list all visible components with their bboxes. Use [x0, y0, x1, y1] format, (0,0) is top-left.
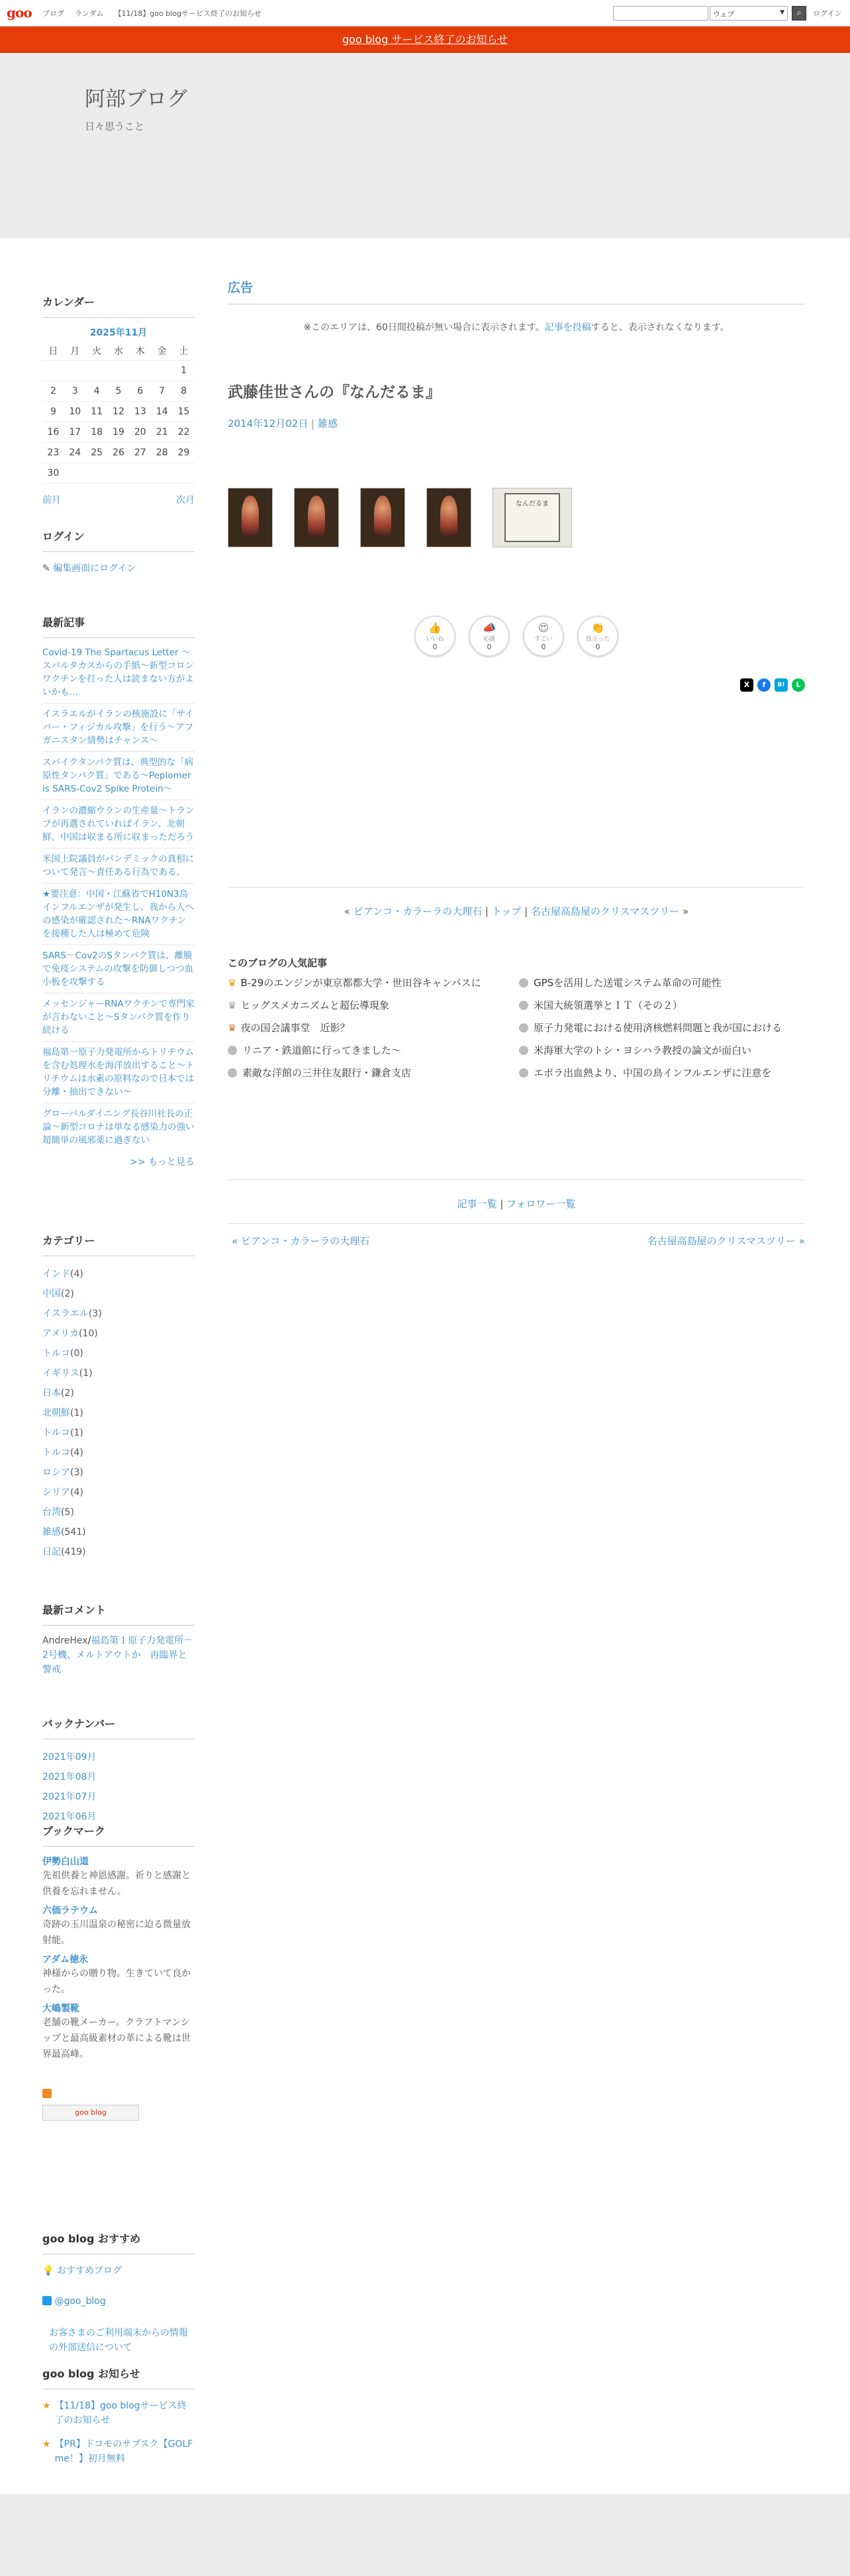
calendar-day: 23 [42, 442, 64, 463]
popular-item[interactable] [228, 1021, 506, 1035]
calendar-day [129, 360, 151, 381]
share-buttons [740, 678, 805, 692]
popular-item[interactable] [519, 1043, 797, 1057]
wow-icon: 😍 [538, 621, 549, 634]
backnumber-link[interactable]: 2021年07月 [42, 1792, 97, 1802]
category-item [42, 1264, 195, 1284]
calendar-day: 24 [64, 442, 86, 463]
topbar-nav [42, 8, 261, 19]
weekday: 日 [42, 342, 64, 360]
bookmark-link[interactable]: 六価ラテウム [42, 1906, 98, 1916]
weekday: 水 [108, 342, 130, 360]
calendar-day: 20 [129, 422, 151, 442]
bullet-icon [519, 1001, 528, 1010]
calendar-day: 3 [64, 381, 86, 401]
edit-login-link[interactable]: 編集画面にログイン [53, 563, 136, 574]
bookmark-desc: 老舗の靴メーカー。クラフトマンシップと最高級素材の革による靴は世界最高峰。 [42, 2017, 191, 2060]
weekday: 金 [151, 342, 173, 360]
page-footer [0, 2494, 850, 2576]
calendar-day: 17 [64, 422, 86, 442]
search-input[interactable] [613, 6, 708, 21]
helpful-icon: 👏 [591, 621, 604, 634]
share-line-icon[interactable]: L [792, 678, 805, 692]
category-count: (4) [70, 1269, 83, 1279]
category-count: (541) [61, 1527, 86, 1538]
reaction-label: 役立った [585, 636, 610, 643]
popular-item-title: エボラ出血熱より、中国の鳥インフルエンザに注意を [534, 1067, 772, 1079]
category-link[interactable]: 雑感 [42, 1527, 61, 1538]
topbar-login-link[interactable]: ログイン [813, 9, 842, 18]
category-item [42, 1443, 195, 1463]
recent-article-link[interactable]: 米国上院議員がパンデミックの真相について発言～責任ある行為である。 [42, 852, 195, 884]
goo-logo[interactable]: goo [7, 5, 32, 21]
comments-heading: 最新コメント [42, 1602, 195, 1626]
photo-thumbnail[interactable] [360, 488, 405, 547]
bulb-icon: 💡 [42, 2266, 54, 2276]
calendar-day: 30 [42, 463, 64, 483]
bookmark-desc: 奇跡の玉川温泉の秘密に迫る微量放射能。 [42, 1919, 191, 1946]
calendar-day [86, 463, 108, 483]
calendar-day: 21 [151, 422, 173, 442]
backnumber-link[interactable]: 2021年08月 [42, 1772, 97, 1782]
reaction-wow-button[interactable] [523, 616, 564, 657]
popular-item-title: B-29のエンジンが東京都都大学・世田谷キャンパスに [240, 977, 481, 989]
calendar-day: 28 [151, 442, 173, 463]
category-item [42, 1502, 195, 1522]
recent-article-link[interactable]: 福島第一原子力発電所からトリチウムを含む処理水を海洋放出すること～トリチウムは水素の原料なので日本では分離・抽出できない～ [42, 1046, 195, 1103]
popular-item[interactable] [519, 1066, 797, 1080]
blog-title[interactable]: 阿部ブログ [85, 87, 187, 111]
bullet-icon [519, 1046, 528, 1055]
bullet-icon [519, 1068, 528, 1078]
popular-item-title: ヒッグスメカニズムと超伝導現象 [240, 999, 389, 1011]
megaphone-icon: 📣 [483, 621, 496, 634]
top-link[interactable]: トップ [491, 905, 522, 917]
calendar-table [42, 342, 195, 484]
category-count: (4) [70, 1487, 83, 1498]
reaction-count: 0 [541, 643, 546, 651]
star-icon: ★ [42, 2439, 51, 2450]
recent-articles-widget [42, 614, 195, 1168]
bookmark-link[interactable]: 大嶋製靴 [42, 2003, 79, 2014]
backnumber-list[interactable] [42, 1747, 195, 1822]
category-count: (3) [88, 1309, 102, 1319]
calendar-day: 4 [86, 381, 108, 401]
recommend-widget [42, 2231, 195, 2355]
list-links: 記事一覧 | フォロワー一覧 [457, 1198, 576, 1210]
category-link[interactable]: トルコ [42, 1428, 70, 1438]
weekday: 木 [129, 342, 151, 360]
external-transmission-link[interactable]: お客さまのご利用端末からの情報の外部送信について [49, 2328, 188, 2353]
categories-heading: カテゴリー [42, 1232, 195, 1256]
calendar-day [151, 360, 173, 381]
calendar-widget [42, 294, 195, 506]
calendar-day: 12 [108, 401, 130, 422]
recent-article-link[interactable]: Covid-19 The Spartacus Letter ～スパルタカスからの手紙～新型コロンワクチンを打った人は読まない方がよいかも… [42, 646, 195, 704]
calendar-month[interactable]: 2025年11月 [89, 328, 148, 338]
calendar-day: 16 [42, 422, 64, 442]
login-widget [42, 528, 195, 575]
category-link[interactable]: シリア [42, 1487, 70, 1498]
reaction-label: いいね [426, 636, 444, 643]
bookmark-desc: 先祖供養と神恩感謝。祈りと感謝と供養を忘れません。 [42, 1870, 191, 1897]
bookmark-link[interactable]: アダム徳永 [42, 1955, 89, 1965]
backnumber-heading: バックナンバー [42, 1716, 195, 1739]
popular-item-title: 原子力発電における使用済核燃料問題と我が国における [534, 1022, 782, 1034]
category-link[interactable]: インド [42, 1269, 70, 1279]
category-link[interactable]: トルコ [42, 1348, 70, 1359]
category-link[interactable]: 日記 [42, 1547, 61, 1557]
reaction-cheer-button[interactable] [469, 616, 510, 657]
recent-article-link[interactable]: SARS－Cov2のSタンパク質は、離膜で免疫システムの攻撃を防御しつつ血小板を攻撃する [42, 949, 195, 993]
crown-gold-icon: ♛ [228, 977, 237, 989]
popular-item-title: 素敵な洋館の三井住友銀行・鎌倉支店 [242, 1067, 412, 1079]
calendar-day: 11 [86, 401, 108, 422]
popular-item-title: 夜の国会議事堂 近影？ [240, 1022, 350, 1034]
post-title[interactable]: 武藤佳世さんの『なんだるま』 [228, 384, 441, 401]
popular-item[interactable] [228, 998, 506, 1012]
category-count: (419) [61, 1547, 86, 1557]
popular-item-title: 米国大統領選挙とＩＴ（その２） [534, 999, 683, 1011]
popular-item[interactable] [228, 976, 506, 989]
popular-item[interactable] [228, 1066, 506, 1080]
comment-separator: / [87, 1635, 91, 1646]
goo-blog-badge[interactable]: goo blog [42, 2105, 139, 2121]
comments-widget [42, 1602, 195, 1677]
ad-notice-text: ※このエリアは、60日間投稿が無い場合に表示されます。 [303, 322, 545, 333]
category-item [42, 1463, 195, 1483]
next-post-link[interactable]: 名古屋高島屋のクリスマスツリー [530, 905, 680, 917]
category-link[interactable]: イスラエル [42, 1309, 89, 1319]
category-count: (5) [61, 1507, 74, 1518]
popular-item[interactable] [228, 1043, 506, 1057]
category-item [42, 1423, 195, 1443]
recent-article-link[interactable]: スパイクタンパク質は、典型的な「病原性タンパク質」である～Peplomer is SARS-Cov2 Spike Protein～ [42, 756, 195, 800]
calendar-day: 10 [64, 401, 86, 422]
category-count: (3) [70, 1467, 83, 1478]
comment-link[interactable]: 福島第１原子力発電所－2号機、メルトアウトか 再臨界と警戒 [42, 1635, 193, 1675]
post-category[interactable]: 雑感 [317, 418, 338, 430]
category-count: (1) [70, 1428, 83, 1438]
bottom-prev-link[interactable]: « ピアンコ・カラーラの大理石 [232, 1235, 370, 1247]
reaction-like-button[interactable] [414, 616, 455, 657]
category-item [42, 1304, 195, 1324]
search-scope-select[interactable]: ウェブ ▼ [710, 6, 788, 21]
goo-blog-twitter-link[interactable]: @goo_blog [54, 2296, 106, 2307]
rss-icon[interactable] [42, 2089, 195, 2101]
post-meta [228, 416, 805, 430]
category-link[interactable]: 台湾 [42, 1507, 61, 1518]
popular-item[interactable] [519, 998, 797, 1012]
calendar-prev-link[interactable]: 前月 [42, 494, 61, 506]
share-x-icon[interactable]: X [740, 678, 753, 692]
popular-item-title: GPSを活用した送電システム革命の可能性 [534, 977, 722, 989]
bookmark-link[interactable]: 伊勢白山道 [42, 1857, 89, 1867]
post-date[interactable]: 2014年12月02日 [228, 418, 308, 430]
weekday: 土 [173, 342, 195, 360]
calendar-day: 14 [151, 401, 173, 422]
category-item [42, 1324, 195, 1344]
recent-article-link[interactable]: イスラエルがイランの核施設に「サイバー・フィジカル攻撃」を行う～アフガニスタン情勢はチャンス～ [42, 708, 195, 752]
recent-article-link[interactable]: グローバルダイニング長谷川社長の正論～新型コロナは単なる感染力の強い超簡単の風邪薬に過ぎない [42, 1109, 195, 1146]
topbar-nav-notice[interactable]: 【11/18】goo blogサービス終了のお知らせ [114, 9, 261, 18]
comment-author: AndreHex [42, 1635, 88, 1646]
recommend-blog-link[interactable]: おすすめブログ [56, 2266, 122, 2276]
calendar-day: 22 [173, 422, 195, 442]
category-item [42, 1522, 195, 1542]
announce-widget [42, 2366, 195, 2466]
calendar-day: 2 [42, 381, 64, 401]
announce-heading: goo blog お知らせ [42, 2366, 195, 2389]
calendar-day: 5 [108, 381, 130, 401]
category-item [42, 1344, 195, 1363]
calendar-day [42, 360, 64, 381]
backnumber-link[interactable]: 2021年06月 [42, 1812, 97, 1822]
calendar-day: 18 [86, 422, 108, 442]
calendar-day: 19 [108, 422, 130, 442]
prev-post-link[interactable]: ピアンコ・カラーラの大理石 [353, 905, 483, 917]
calendar-day: 7 [151, 381, 173, 401]
twitter-icon [42, 2296, 52, 2305]
service-end-banner [0, 26, 850, 53]
topbar-nav-random[interactable]: ランダム [75, 9, 104, 18]
bookmark-desc: 神様からの贈り物。生きていて良かった。 [42, 1968, 191, 1995]
popular-item-title: リニア・鉄道館に行ってきました～ [242, 1044, 401, 1056]
calendar-day [64, 360, 86, 381]
popular-item[interactable] [519, 976, 797, 989]
category-count: (4) [70, 1448, 83, 1458]
reaction-count: 0 [595, 643, 600, 651]
share-hatena-icon[interactable]: B! [775, 678, 788, 692]
ad-notice-text-end: すると、表示されなくなります。 [590, 322, 730, 333]
calendar-day: 6 [129, 381, 151, 401]
article-list-link[interactable]: 記事一覧 [457, 1198, 497, 1210]
recent-article-link[interactable]: ★要注意：中国・江蘇省でH10N3鳥インフルエンザが発生し、我から人への感染が確認された～RNAワクチンを接種した人は極めて危険 [42, 888, 195, 945]
category-item [42, 1542, 195, 1562]
ad-heading: 広告 [228, 278, 805, 304]
calendar-day: 15 [173, 401, 195, 422]
calendar-day: 9 [42, 401, 64, 422]
category-count: (1) [79, 1368, 93, 1379]
calendar-day [108, 360, 130, 381]
topbar-nav-blog[interactable]: ブログ [42, 9, 64, 18]
category-item [42, 1363, 195, 1383]
calendar-day: 8 [173, 381, 195, 401]
star-icon: ★ [42, 2401, 51, 2411]
category-count: (1) [70, 1408, 83, 1418]
recent-article-link[interactable]: イランの濃縮ウランの生産量～トランプが再選されていればイラン、北朝鮮、中国は収まる所に収まっただろう [42, 804, 195, 849]
main-column [228, 278, 805, 1247]
photo-thumbnail[interactable] [228, 488, 273, 547]
popular-item-title: 米海軍大学のトシ・ヨシハラ教授の論文が面白い [534, 1044, 751, 1056]
bullet-icon [228, 1046, 237, 1055]
category-item [42, 1284, 195, 1304]
photo-thumbnail[interactable] [426, 488, 471, 547]
weekday: 火 [86, 342, 108, 360]
calendar-day [108, 463, 130, 483]
calendar-day: 29 [173, 442, 195, 463]
photo-thumbnails [228, 488, 593, 547]
photo-thumbnail[interactable] [294, 488, 339, 547]
categories-widget [42, 1232, 195, 1562]
category-item [42, 1403, 195, 1423]
reaction-label: すごい [534, 636, 553, 643]
category-count: (0) [70, 1348, 83, 1359]
announce-link[interactable]: 【11/18】goo blogサービス終了のお知らせ [54, 2401, 187, 2426]
reaction-label: 応援 [483, 636, 495, 643]
category-count: (2) [61, 1289, 74, 1299]
category-item [42, 1383, 195, 1403]
follower-list-link[interactable]: フォロワー一覧 [506, 1198, 576, 1210]
calendar-day: 27 [129, 442, 151, 463]
meta-separator: | [311, 418, 315, 430]
service-end-link[interactable]: goo blog サービス終了のお知らせ [342, 33, 508, 46]
crown-silver-icon: ♛ [228, 999, 237, 1011]
reaction-count: 0 [487, 643, 492, 651]
blog-description: 日々思うこと [85, 120, 145, 132]
content-wrapper [0, 238, 850, 2494]
bullet-icon [519, 1023, 528, 1033]
ad-notice [228, 320, 805, 334]
calendar-day [173, 463, 195, 483]
sign-text: なんだるま [504, 493, 561, 542]
recommend-heading: goo blog おすすめ [42, 2231, 195, 2254]
calendar-next-link[interactable]: 次月 [176, 494, 195, 506]
calendar-day: 13 [129, 401, 151, 422]
search-button[interactable] [792, 6, 806, 21]
share-facebook-icon[interactable]: f [757, 678, 771, 692]
calendar-day: 1 [173, 360, 195, 381]
category-link[interactable]: 中国 [42, 1289, 61, 1299]
bullet-icon [228, 1068, 237, 1078]
reaction-count: 0 [432, 643, 438, 651]
calendar-day [86, 360, 108, 381]
global-topbar [0, 0, 850, 26]
category-count: (10) [79, 1328, 98, 1339]
category-link[interactable]: アメリカ [42, 1328, 79, 1339]
photo-thumbnail[interactable] [493, 488, 572, 547]
calendar-day: 26 [108, 442, 130, 463]
category-link[interactable]: ロシア [42, 1467, 70, 1478]
recent-heading: 最新記事 [42, 614, 195, 638]
backnumber-link[interactable]: 2021年09月 [42, 1752, 97, 1763]
calendar-day [129, 463, 151, 483]
reaction-buttons [228, 616, 805, 657]
bullet-icon [519, 978, 528, 988]
calendar-day [151, 463, 173, 483]
calendar-day [64, 463, 86, 483]
calendar-day: 25 [86, 442, 108, 463]
calendar-heading: カレンダー [42, 294, 195, 318]
category-item [42, 1483, 195, 1502]
crown-bronze-icon: ♛ [228, 1022, 237, 1034]
announce-link[interactable]: 【PR】ドコモのサブスク【GOLF me！】初月無料 [54, 2439, 193, 2464]
category-link[interactable]: 日本 [42, 1388, 61, 1399]
category-count: (2) [61, 1388, 74, 1399]
thumb-icon: 👍 [428, 621, 442, 634]
login-heading: ログイン [42, 528, 195, 552]
weekday: 月 [64, 342, 86, 360]
pencil-icon: ✎ [42, 563, 54, 574]
blog-header [0, 53, 850, 238]
reaction-helpful-button[interactable] [577, 616, 618, 657]
category-link[interactable]: トルコ [42, 1448, 70, 1458]
search-icon: ⌕ [796, 8, 802, 18]
category-link[interactable]: 北朝鮮 [42, 1408, 70, 1418]
category-link[interactable]: イギリス [42, 1368, 79, 1379]
post-article-link[interactable]: 記事を投稿 [544, 322, 591, 333]
popular-heading: このブログの人気記事 [228, 957, 328, 969]
bookmarks-heading: ブックマーク [42, 1823, 195, 1847]
popular-item[interactable] [519, 1021, 797, 1035]
recent-more-link[interactable]: >> もっと見る [130, 1157, 195, 1168]
bottom-next-link[interactable]: 名古屋高島屋のクリスマスツリー » [647, 1235, 805, 1247]
post-navigation: « ピアンコ・カラーラの大理石 | トップ | 名古屋高島屋のクリスマスツリー » [344, 905, 689, 917]
bookmarks-widget [42, 1823, 195, 2121]
backnumber-widget [42, 1716, 195, 1822]
recent-article-link[interactable]: メッセンジャーRNAワクチンで専門家が言わないこと～Sタンパク質を作り続ける [42, 997, 195, 1042]
